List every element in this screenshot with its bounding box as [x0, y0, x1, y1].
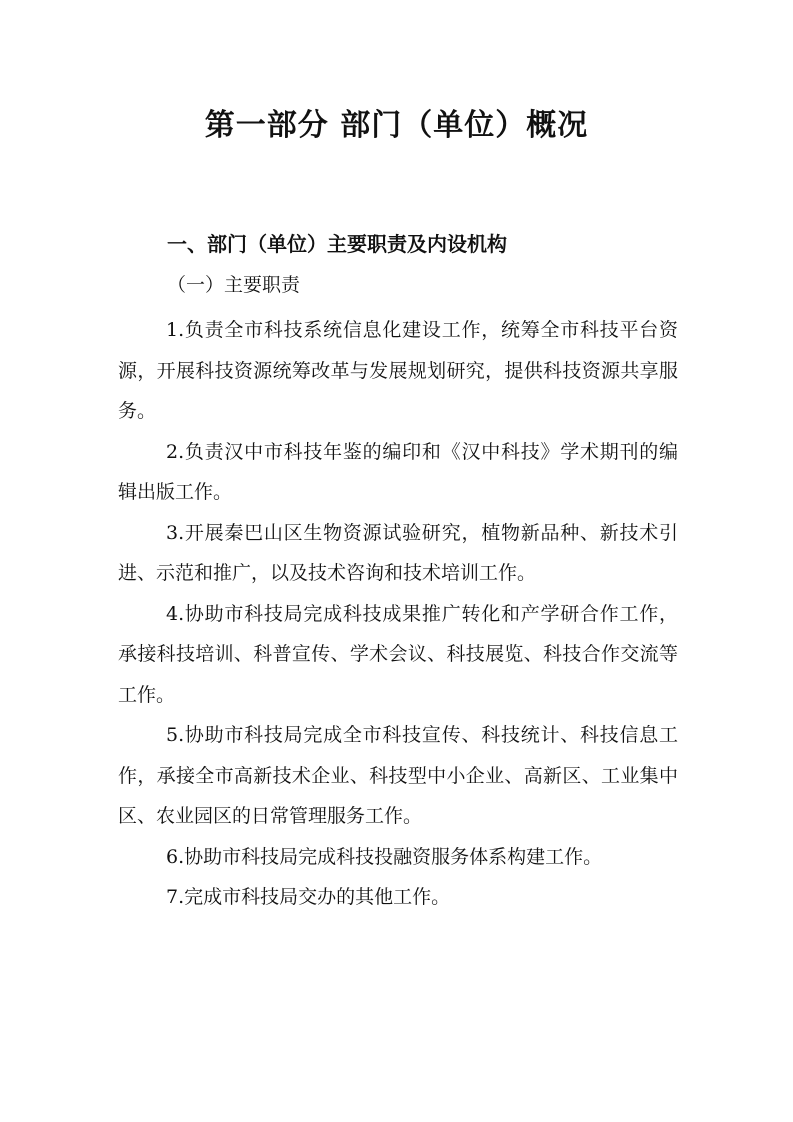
section-heading: 一、部门（单位）主要职责及内设机构 [167, 232, 507, 256]
duty-paragraph-5: 5.协助市科技局完成全市科技宣传、科技统计、科技信息工作，承接全市高新技术企业、科技型中小企业、高新区、工业集中区、农业园区的日常管理服务工作。 [118, 724, 678, 827]
duties-list [118, 310, 678, 918]
page-title: 第一部分 部门（单位）概况 [204, 108, 589, 143]
sub-heading: （一）主要职责 [167, 274, 301, 296]
duty-paragraph-6: 6.协助市科技局完成科技投融资服务体系构建工作。 [166, 845, 603, 868]
duty-paragraph-3: 3.开展秦巴山区生物资源试验研究，植物新品种、新技术引进、示范和推广，以及技术咨询和技术培训工作。 [118, 521, 678, 584]
duty-paragraph-2: 2.负责汉中市科技年鉴的编印和《汉中科技》学术期刊的编辑出版工作。 [118, 440, 678, 503]
duty-paragraph-1: 1.负责全市科技系统信息化建设工作，统筹全市科技平台资源，开展科技资源统筹改革与发展规划研究，提供科技资源共享服务。 [118, 319, 678, 422]
duty-paragraph-7: 7.完成市科技局交办的其他工作。 [166, 886, 451, 908]
duty-paragraph-4: 4.协助市科技局完成科技成果推广转化和产学研合作工作，承接科技培训、科普宣传、学术会议、科技展览、科技合作交流等工作。 [118, 602, 678, 706]
